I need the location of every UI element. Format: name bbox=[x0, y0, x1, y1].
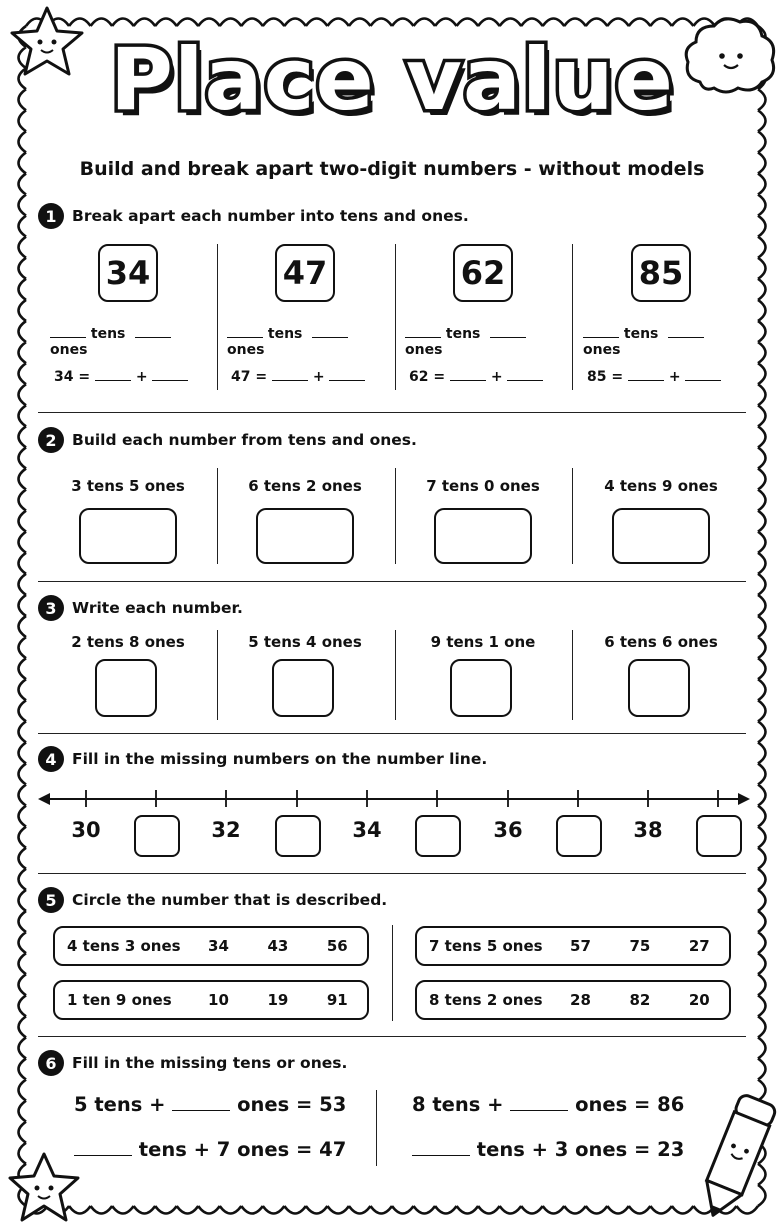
ones-label: ones bbox=[50, 342, 88, 358]
column-divider bbox=[376, 1090, 377, 1166]
page-subtitle: Build and break apart two-digit numbers - without models bbox=[79, 158, 705, 180]
choice-option[interactable]: 27 bbox=[688, 937, 710, 955]
equation-part: 8 tens + bbox=[412, 1093, 504, 1116]
description: 1 ten 9 ones bbox=[67, 991, 172, 1009]
answer-blank[interactable] bbox=[135, 337, 171, 338]
column-divider bbox=[572, 630, 573, 720]
number-line-label: 32 bbox=[211, 818, 241, 842]
answer-blank[interactable] bbox=[272, 380, 308, 381]
choice-option[interactable]: 10 bbox=[208, 991, 229, 1009]
build-prompt: 7 tens 0 ones bbox=[426, 477, 540, 495]
number-line-label: 36 bbox=[493, 818, 523, 842]
tens-ones-row bbox=[405, 326, 565, 358]
section-4-header bbox=[38, 746, 487, 772]
tens-ones-row bbox=[50, 326, 210, 358]
missing-number-box[interactable] bbox=[134, 815, 180, 857]
section-6-header bbox=[38, 1050, 347, 1076]
missing-equation-3 bbox=[412, 1093, 684, 1116]
build-prompt: 6 tens 2 ones bbox=[248, 477, 362, 495]
answer-box[interactable] bbox=[256, 508, 354, 564]
equation-lead: 62 = bbox=[409, 369, 446, 385]
missing-equation-4 bbox=[412, 1138, 684, 1161]
ones-label: ones bbox=[583, 342, 621, 358]
answer-box[interactable] bbox=[450, 659, 512, 717]
tens-ones-row bbox=[583, 326, 743, 358]
section-divider bbox=[38, 412, 746, 413]
section-instruction: Build each number from tens and ones. bbox=[72, 431, 417, 449]
number-line bbox=[36, 786, 752, 812]
page-title: Place value bbox=[110, 30, 674, 130]
equation-part: tens + 7 ones = 47 bbox=[138, 1138, 347, 1161]
choice-option[interactable]: 57 bbox=[570, 937, 591, 955]
section-2-header bbox=[38, 427, 417, 453]
answer-blank[interactable] bbox=[50, 337, 86, 338]
missing-number-box[interactable] bbox=[415, 815, 461, 857]
choice-option[interactable]: 82 bbox=[629, 991, 651, 1009]
answer-blank[interactable] bbox=[152, 380, 188, 381]
build-prompt: 4 tens 9 ones bbox=[604, 477, 718, 495]
tens-ones-row bbox=[227, 326, 387, 358]
section-1-header bbox=[38, 203, 469, 229]
plus-sign: + bbox=[490, 369, 503, 385]
answer-blank[interactable] bbox=[312, 337, 348, 338]
answer-blank[interactable] bbox=[685, 380, 721, 381]
section-instruction: Circle the number that is described. bbox=[72, 891, 388, 909]
circle-row bbox=[53, 980, 369, 1020]
section-instruction: Break apart each number into tens and ones. bbox=[72, 207, 469, 225]
write-prompt: 9 tens 1 one bbox=[430, 633, 536, 651]
section-divider bbox=[38, 581, 746, 582]
missing-number-box[interactable] bbox=[275, 815, 321, 857]
equation-part: 5 tens + bbox=[74, 1093, 166, 1116]
equation-lead: 47 = bbox=[231, 369, 268, 385]
missing-equation-2 bbox=[74, 1138, 346, 1161]
choice-option[interactable]: 75 bbox=[629, 937, 651, 955]
break-apart-equation bbox=[231, 369, 391, 385]
equation-lead: 85 = bbox=[587, 369, 624, 385]
section-3-header bbox=[38, 595, 243, 621]
section-number-badge: 1 bbox=[38, 203, 64, 229]
equation-part: ones = 86 bbox=[575, 1093, 685, 1116]
section-number-badge: 2 bbox=[38, 427, 64, 453]
choice-option[interactable]: 19 bbox=[267, 991, 289, 1009]
tens-label: tens bbox=[623, 326, 659, 342]
section-instruction: Fill in the missing numbers on the number line. bbox=[72, 750, 488, 768]
choice-option[interactable]: 34 bbox=[208, 937, 229, 955]
number-line-label: 38 bbox=[633, 818, 663, 842]
choice-option[interactable]: 43 bbox=[267, 937, 289, 955]
section-5-header bbox=[38, 887, 387, 913]
number-box: 85 bbox=[631, 244, 691, 302]
number-box: 47 bbox=[275, 244, 335, 302]
column-divider bbox=[572, 244, 573, 390]
answer-box[interactable] bbox=[612, 508, 710, 564]
equation-part: tens + 3 ones = 23 bbox=[476, 1138, 685, 1161]
build-prompt: 3 tens 5 ones bbox=[71, 477, 185, 495]
section-number-badge: 3 bbox=[38, 595, 64, 621]
circle-row bbox=[415, 980, 731, 1020]
write-prompt: 2 tens 8 ones bbox=[71, 633, 185, 651]
section-divider bbox=[38, 1036, 746, 1037]
circle-row bbox=[53, 926, 369, 966]
answer-box[interactable] bbox=[95, 659, 157, 717]
answer-blank[interactable] bbox=[507, 380, 543, 381]
choice-option[interactable]: 20 bbox=[688, 991, 710, 1009]
choice-option[interactable]: 28 bbox=[570, 991, 591, 1009]
answer-box[interactable] bbox=[79, 508, 177, 564]
answer-box[interactable] bbox=[628, 659, 690, 717]
answer-blank[interactable] bbox=[510, 1110, 568, 1111]
number-box: 62 bbox=[453, 244, 513, 302]
section-instruction: Fill in the missing tens or ones. bbox=[72, 1054, 348, 1072]
choice-option[interactable]: 56 bbox=[326, 937, 348, 955]
answer-blank[interactable] bbox=[95, 380, 131, 381]
tens-label: tens bbox=[90, 326, 126, 342]
answer-box[interactable] bbox=[272, 659, 334, 717]
column-divider bbox=[217, 630, 218, 720]
write-prompt: 6 tens 6 ones bbox=[604, 633, 718, 651]
answer-blank[interactable] bbox=[172, 1110, 230, 1111]
column-divider bbox=[395, 630, 396, 720]
section-number-badge: 6 bbox=[38, 1050, 64, 1076]
plus-sign: + bbox=[668, 369, 681, 385]
answer-blank[interactable] bbox=[628, 380, 664, 381]
plus-sign: + bbox=[135, 369, 148, 385]
circle-row bbox=[415, 926, 731, 966]
answer-blank[interactable] bbox=[74, 1155, 132, 1156]
section-divider bbox=[38, 733, 746, 734]
number-box: 34 bbox=[98, 244, 158, 302]
break-apart-equation bbox=[409, 369, 569, 385]
answer-blank[interactable] bbox=[412, 1155, 470, 1156]
column-divider bbox=[217, 244, 218, 390]
tens-label: tens bbox=[445, 326, 481, 342]
description: 7 tens 5 ones bbox=[429, 937, 543, 955]
column-divider bbox=[395, 468, 396, 564]
answer-blank[interactable] bbox=[450, 380, 486, 381]
ones-label: ones bbox=[405, 342, 443, 358]
ones-label: ones bbox=[227, 342, 265, 358]
answer-blank[interactable] bbox=[668, 337, 704, 338]
section-divider bbox=[38, 873, 746, 874]
section-number-badge: 4 bbox=[38, 746, 64, 772]
answer-blank[interactable] bbox=[405, 337, 441, 338]
missing-number-box[interactable] bbox=[696, 815, 742, 857]
break-apart-equation bbox=[54, 369, 214, 385]
star-icon-bottom bbox=[4, 1148, 84, 1228]
answer-box[interactable] bbox=[434, 508, 532, 564]
number-line-label: 30 bbox=[71, 818, 101, 842]
number-line-label: 34 bbox=[352, 818, 382, 842]
answer-blank[interactable] bbox=[490, 337, 526, 338]
missing-number-box[interactable] bbox=[556, 815, 602, 857]
choice-option[interactable]: 91 bbox=[326, 991, 348, 1009]
description: 4 tens 3 ones bbox=[67, 937, 181, 955]
column-divider bbox=[572, 468, 573, 564]
missing-equation-1 bbox=[74, 1093, 346, 1116]
column-divider bbox=[392, 925, 393, 1021]
section-instruction: Write each number. bbox=[72, 599, 243, 617]
answer-blank[interactable] bbox=[227, 337, 263, 338]
pencil-icon bbox=[694, 1086, 780, 1226]
section-number-badge: 5 bbox=[38, 887, 64, 913]
answer-blank[interactable] bbox=[329, 380, 365, 381]
equation-lead: 34 = bbox=[54, 369, 91, 385]
write-prompt: 5 tens 4 ones bbox=[248, 633, 362, 651]
equation-part: ones = 53 bbox=[237, 1093, 347, 1116]
column-divider bbox=[217, 468, 218, 564]
tens-label: tens bbox=[267, 326, 303, 342]
answer-blank[interactable] bbox=[583, 337, 619, 338]
break-apart-equation bbox=[587, 369, 747, 385]
plus-sign: + bbox=[312, 369, 325, 385]
description: 8 tens 2 ones bbox=[429, 991, 543, 1009]
column-divider bbox=[395, 244, 396, 390]
